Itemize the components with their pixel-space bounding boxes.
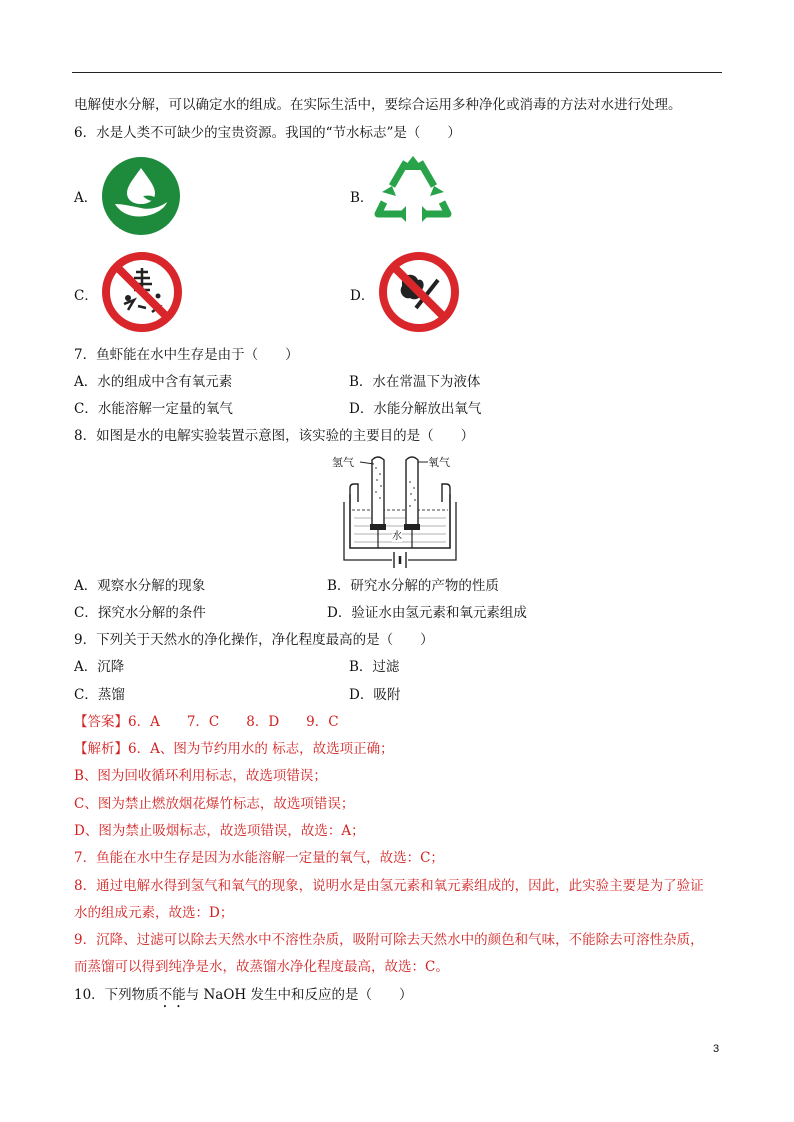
- q7-option-a[interactable]: A．水的组成中含有氧元素: [74, 374, 233, 390]
- q10-stem: 10．下列物质不能与 NaOH 发生中和反应的是（ ）: [74, 987, 413, 1003]
- answer-tag: 【答案】: [74, 714, 128, 730]
- q8-option-b[interactable]: B．研究水分解的产物的性质: [327, 578, 499, 594]
- q9-stem: 9．下列关于天然水的净化操作，净化程度最高的是（ ）: [74, 632, 434, 648]
- no-fireworks-icon: [100, 250, 184, 338]
- electrolysis-diagram: [330, 452, 470, 568]
- analysis-line-9: 而蒸馏可以得到纯净是水，故蒸馏水净化程度最高，故选：C。: [74, 959, 449, 975]
- q6-stem: 6．水是人类不可缺少的宝贵资源。我国的“节水标志”是（ ）: [74, 125, 461, 141]
- analysis-line-3: C、图为禁止燃放烟花爆竹标志，故选项错误；: [74, 796, 355, 812]
- q6-option-c-label[interactable]: C．: [74, 288, 98, 304]
- no-smoking-icon: [376, 250, 462, 338]
- answer-text: 6．A 7．C 8．D 9．C: [128, 714, 339, 730]
- q8-stem: 8．如图是水的电解实验装置示意图，该实验的主要目的是（ ）: [74, 428, 475, 444]
- analysis-line-2: B、图为回收循环利用标志，故选项错误；: [74, 768, 327, 784]
- q8-option-c[interactable]: C．探究水分解的条件: [74, 605, 206, 621]
- q6-option-a-label[interactable]: A．: [74, 190, 98, 206]
- q6-option-b-label[interactable]: B．: [350, 190, 374, 206]
- q7-option-b[interactable]: B．水在常温下为液体: [349, 374, 481, 390]
- water-saving-icon: [101, 156, 181, 240]
- q8-option-a[interactable]: A．观察水分解的现象: [74, 578, 206, 594]
- q7-option-c[interactable]: C．水能溶解一定量的氧气: [74, 401, 233, 417]
- answer-line: [74, 713, 339, 731]
- recycle-icon: [370, 152, 456, 236]
- analysis-line-1: 【解析】6．A、图为节约用水的 标志，故选项正确；: [74, 741, 394, 757]
- q9-option-d[interactable]: D．吸附: [349, 687, 401, 703]
- analysis-line-4: D、图为禁止吸烟标志，故选项错误，故选：A；: [74, 823, 365, 839]
- analysis-line-8: 9．沉降、过滤可以除去天然水中不溶性杂质，吸附可除去天然水中的颜色和气味，不能除去可溶性杂质，: [74, 932, 704, 948]
- q9-option-b[interactable]: B．过滤: [349, 659, 400, 675]
- q7-stem: 7．鱼虾能在水中生存是由于（ ）: [74, 347, 299, 363]
- q10-emphasis: 不能: [158, 987, 186, 1003]
- hydrogen-label: 氢气: [332, 456, 354, 469]
- intro-line: 电解使水分解，可以确定水的组成。在实际生活中，要综合运用多种净化或消毒的方法对水进行处理。: [74, 97, 682, 113]
- q9-option-c[interactable]: C．蒸馏: [74, 687, 125, 703]
- analysis-line-6: 8．通过电解水得到氢气和氧气的现象，说明水是由氢元素和氧元素组成的，因此，此实验主要是为了验证: [74, 878, 704, 894]
- page-number: 3: [713, 1043, 720, 1055]
- oxygen-label: 氧气: [428, 456, 450, 469]
- water-label: 水: [392, 527, 402, 542]
- analysis-tag: 【解析】: [74, 741, 128, 757]
- q9-option-a[interactable]: A．沉降: [74, 659, 125, 675]
- q7-option-d[interactable]: D．水能分解放出氧气: [349, 401, 482, 417]
- analysis-line-5: 7．鱼能在水中生存是因为水能溶解一定量的氧气，故选：C；: [74, 850, 444, 866]
- q8-option-d[interactable]: D．验证水由氢元素和氧元素组成: [327, 605, 527, 621]
- analysis-line-7: 水的组成元素，故选：D；: [74, 905, 234, 921]
- q6-option-d-label[interactable]: D．: [350, 288, 375, 304]
- header-rule: [72, 72, 722, 73]
